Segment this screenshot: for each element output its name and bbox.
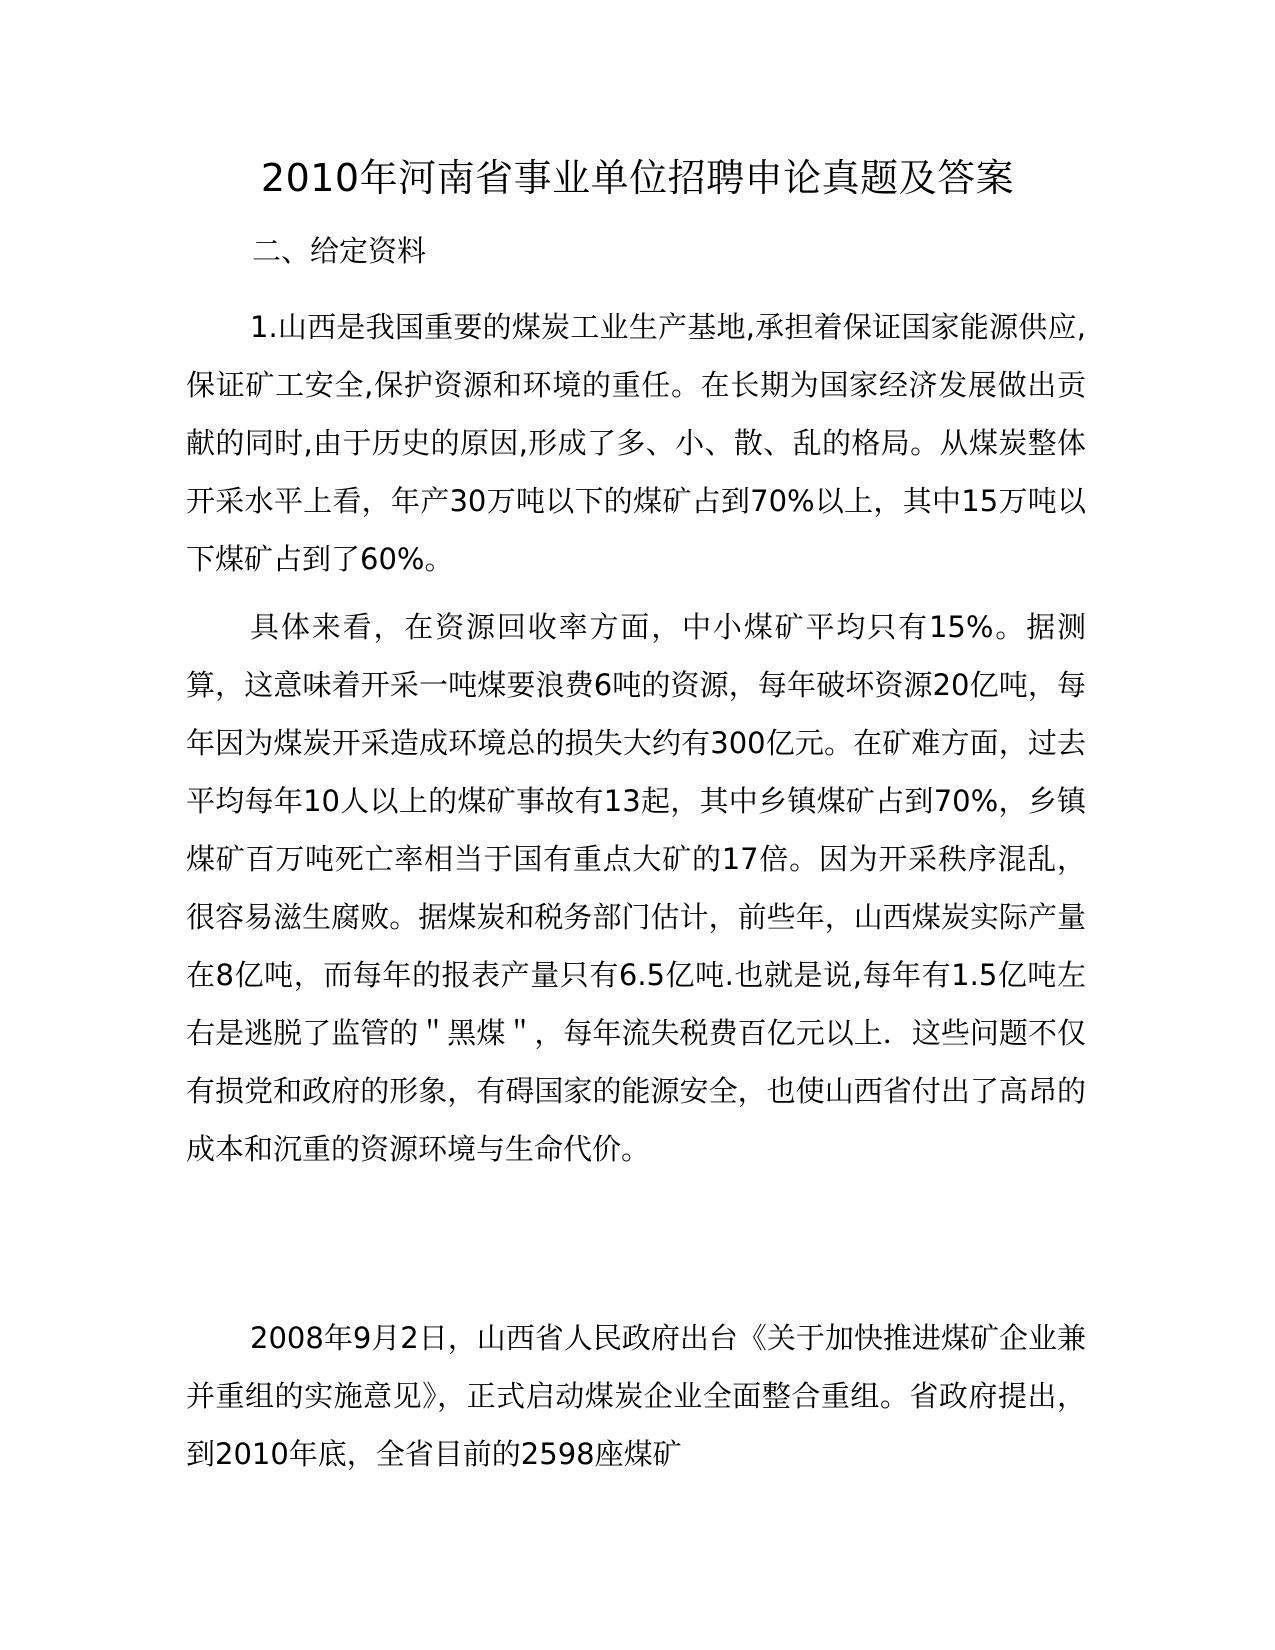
paragraph: 具体来看，在资源回收率方面，中小煤矿平均只有15%。据测算，这意味着开采一吨煤要浪费6吨的资源，每年破坏资源20亿吨，每年因为煤炭开采造成环境总的损失大约有300亿元。在矿难方面，过去平均每年10人以上的煤矿事故有13起，其中乡镇煤矿占到70%，乡镇煤矿百万吨死亡率相当于国有重点大矿的17倍。因为开采秩序混乱，很容易滋生腐败。据煤炭和税务部门估计，前些年，山西煤炭实际产量在8亿吨，而每年的报表产量只有6.5亿吨.也就是说,每年有1.5亿吨左右是逃脱了监管的＂黑煤＂，每年流失税费百亿元以上．这些问题不仅有损党和政府的形象，有碍国家的能源安全，也使山西省付出了高昂的成本和沉重的资源环境与生命代价。: [186, 610, 1086, 1166]
section-heading: 二、给定资料: [252, 234, 427, 268]
paragraph: 2008年9月2日，山西省人民政府出台《关于加快推进煤矿企业兼并重组的实施意见》，正式启动煤炭企业全面整合重组。省政府提出，到2010年底，全省目前的2598座煤矿: [186, 1321, 1086, 1471]
document-title: 2010年河南省事业单位招聘申论真题及答案: [260, 156, 1015, 200]
paragraph: 1.山西是我国重要的煤炭工业生产基地,承担着保证国家能源供应,保证矿工安全,保护资源和环境的重任。在长期为国家经济发展做出贡献的同时,由于历史的原因,形成了多、小、散、乱的格局。从煤炭整体开采水平上看，年产30万吨以下的煤矿占到70%以上，其中15万吨以下煤矿占到了60%。: [186, 310, 1086, 576]
